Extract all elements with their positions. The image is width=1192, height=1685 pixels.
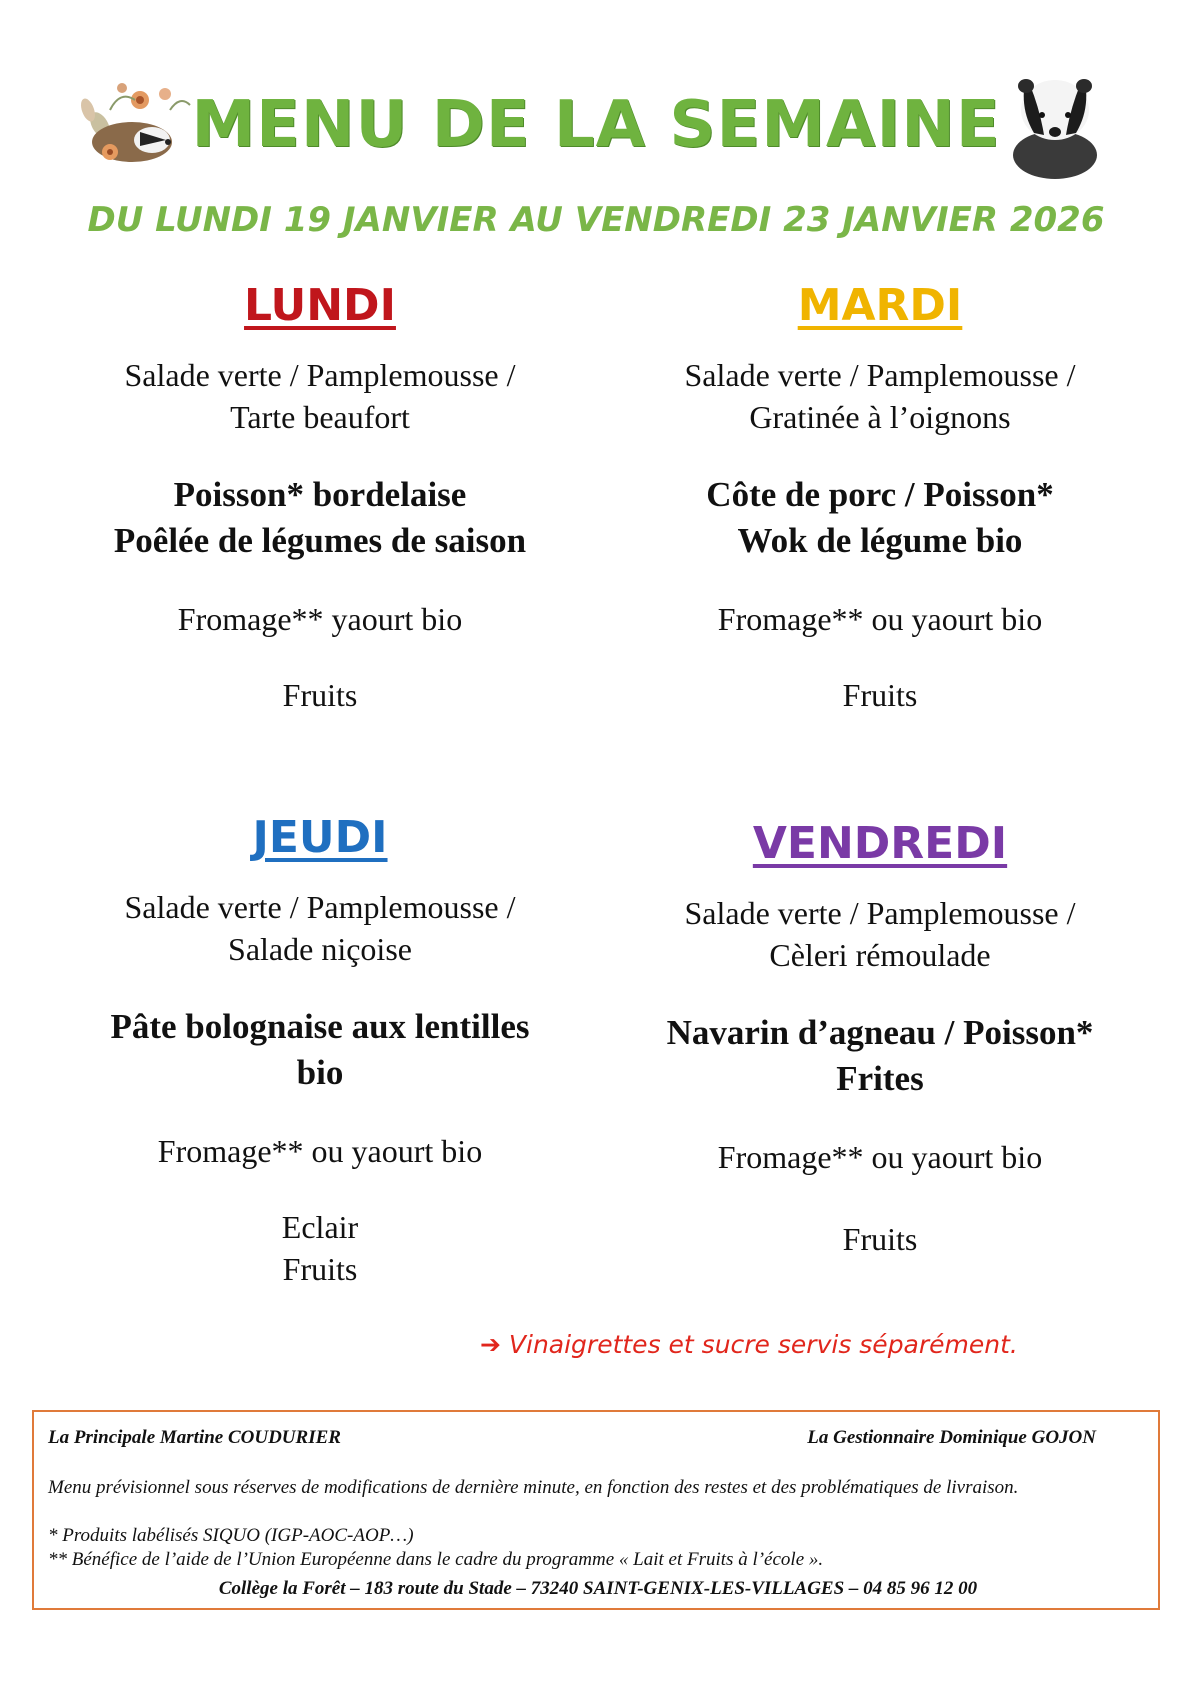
school-address: Collège la Forêt – 183 route du Stade – 73240 SAINT-GENIX-LES-VILLAGES – 04 85 96 12 00 [218, 1578, 978, 1599]
entree-line: Tarte beaufort [230, 399, 410, 435]
dessert-line: Fruits [282, 1251, 358, 1287]
day-title: JEUDI [252, 812, 388, 863]
cheese-line: Fromage** ou yaourt bio [157, 1133, 483, 1169]
main-course-line: Frites [836, 1059, 924, 1098]
day-block-jeudi [40, 810, 600, 1290]
day-title: MARDI [797, 280, 963, 331]
main-course-line: Poisson* bordelaise [173, 475, 467, 514]
day-block-vendredi [600, 816, 1160, 1260]
cheese-line: Fromage** ou yaourt bio [717, 1139, 1043, 1175]
day-block-lundi [40, 278, 600, 716]
main-course-line: Poêlée de légumes de saison [113, 521, 527, 560]
entree-line: Cèleri rémoulade [769, 937, 991, 973]
eu-aid-note: ** Bénéfice de l’aide de l’Union Européenne dans le cadre du programme « Lait et Fruits à l’école ». [48, 1549, 824, 1570]
entree-line: Salade verte / Pamplemousse / [124, 889, 516, 925]
cheese-line: Fromage** ou yaourt bio [717, 601, 1043, 637]
main-course-line: Navarin d’agneau / Poisson* [666, 1013, 1094, 1052]
main-course-line: bio [296, 1053, 344, 1092]
manager-signature: La Gestionnaire Dominique GOJON [807, 1427, 1096, 1448]
dessert-line: Fruits [842, 1221, 918, 1257]
day-title: LUNDI [244, 280, 396, 331]
page-title: MENU DE LA SEMAINE [191, 88, 1001, 162]
menu-date-range: DU LUNDI 19 JANVIER AU VENDREDI 23 JANVIER 2026 [87, 200, 1105, 240]
dessert-line: Fruits [842, 677, 918, 713]
entree-line: Salade verte / Pamplemousse / [684, 357, 1076, 393]
day-block-mardi [600, 278, 1160, 716]
main-course-line: Côte de porc / Poisson* [706, 475, 1054, 514]
entree-line: Salade verte / Pamplemousse / [124, 357, 516, 393]
main-course-line: Wok de légume bio [737, 521, 1023, 560]
dessert-line: Eclair [281, 1209, 359, 1245]
principal-signature: La Principale Martine COUDURIER [48, 1427, 341, 1448]
cheese-line: Fromage** yaourt bio [177, 601, 463, 637]
dessert-line: Fruits [282, 677, 358, 713]
day-title: VENDREDI [752, 818, 1008, 869]
main-course-line: Pâte bolognaise aux lentilles [110, 1007, 530, 1046]
disclaimer-text: Menu prévisionnel sous réserves de modifications de dernière minute, en fonction des restes et des problématiques de livraison. [48, 1477, 1019, 1498]
dressing-note: ➔ Vinaigrettes et sucre servis séparément. [480, 1330, 1018, 1359]
siquo-note: * Produits labélisés SIQUO (IGP-AOC-AOP…) [48, 1525, 414, 1546]
entree-line: Salade verte / Pamplemousse / [684, 895, 1076, 931]
footer-box [32, 1410, 1160, 1610]
entree-line: Gratinée à l’oignons [749, 399, 1011, 435]
entree-line: Salade niçoise [228, 931, 412, 967]
